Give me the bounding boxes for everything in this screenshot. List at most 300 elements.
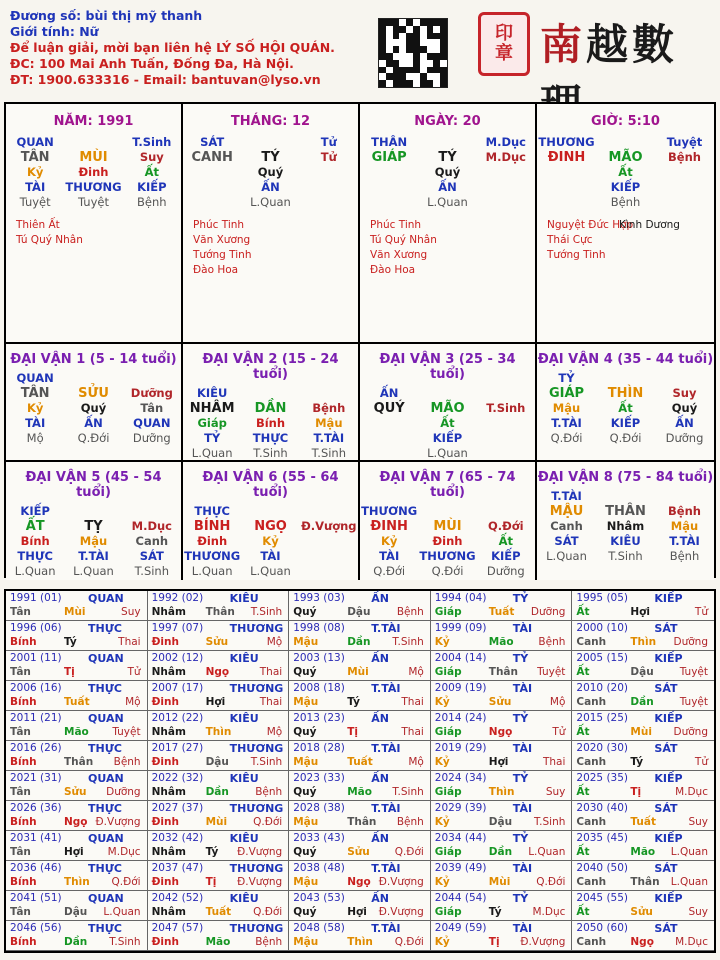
ten-god-label <box>64 371 122 386</box>
year-label: 2004 (14) <box>434 652 487 664</box>
hidden-ten-god: TÀI <box>260 549 281 563</box>
year-stem: Quý <box>293 726 317 738</box>
year-cell[interactable] <box>6 801 148 831</box>
year-cell[interactable] <box>572 621 714 651</box>
year-label: 2030 (40) <box>576 802 629 814</box>
year-cell[interactable] <box>289 801 431 831</box>
year-stage: Thai <box>118 636 141 648</box>
year-branch: Dần <box>347 636 371 648</box>
year-cell[interactable] <box>148 801 290 831</box>
year-ten-god: SÁT <box>654 622 678 635</box>
hidden-ten-god: T.TÀI <box>551 416 582 430</box>
year-ten-god: T.TÀI <box>371 862 401 875</box>
year-branch: Thìn <box>205 726 232 738</box>
year-branch: Hợi <box>630 606 650 618</box>
ten-god-label: QUAN <box>16 135 54 149</box>
year-cell[interactable] <box>6 771 148 801</box>
year-stem: Canh <box>576 756 607 768</box>
year-ten-god: THỰC <box>88 742 122 755</box>
year-cell[interactable] <box>431 591 573 621</box>
year-cell[interactable] <box>148 921 290 951</box>
life-stage: Dưỡng <box>130 386 173 400</box>
year-cell[interactable] <box>431 621 573 651</box>
year-stem: Giáp <box>434 906 462 918</box>
year-stem: Nhâm <box>151 726 186 738</box>
year-cell[interactable] <box>6 681 148 711</box>
star-list <box>183 218 358 278</box>
qr-code-icon[interactable] <box>378 18 448 88</box>
year-cell[interactable] <box>572 891 714 921</box>
year-cell[interactable] <box>289 711 431 741</box>
hidden-stem <box>477 416 535 431</box>
year-stem: Ất <box>576 606 590 618</box>
hidden-stem: Mậu <box>315 416 343 430</box>
year-cell[interactable] <box>572 771 714 801</box>
year-stage: M.Dục <box>675 936 708 948</box>
year-stem: Đinh <box>151 636 179 648</box>
year-ten-god: THƯƠNG <box>229 622 284 635</box>
year-stem: Nhâm <box>151 606 186 618</box>
star-name: Phúc Tinh <box>370 219 422 231</box>
year-branch: Mùi <box>347 666 369 678</box>
year-cell[interactable] <box>6 861 148 891</box>
year-ten-god: TÀI <box>512 862 533 875</box>
hidden-stage: Q.Đới <box>431 564 464 578</box>
year-branch: Dần <box>205 786 229 798</box>
heavenly-stem: NHÂM <box>189 401 235 416</box>
ten-god-label <box>418 135 476 150</box>
star-name: Thiên Ất <box>16 219 60 231</box>
star-list <box>6 218 181 248</box>
year-branch: Dậu <box>64 906 88 918</box>
year-branch: Dậu <box>347 606 371 618</box>
year-stage: Thai <box>401 726 424 738</box>
year-stage: Mộ <box>408 666 424 678</box>
year-cell[interactable] <box>6 741 148 771</box>
year-cell[interactable] <box>148 711 290 741</box>
year-stage: Đ.Vượng <box>378 876 424 888</box>
year-cell[interactable] <box>572 681 714 711</box>
year-ten-god: QUAN <box>88 592 124 605</box>
year-cell[interactable] <box>431 711 573 741</box>
year-branch: Thìn <box>630 636 657 648</box>
year-label: 2012 (22) <box>151 712 204 724</box>
year-branch: Tý <box>64 636 77 648</box>
hidden-stage: L.Quan <box>14 564 56 578</box>
year-label: 1996 (06) <box>10 622 62 634</box>
ten-god-label <box>596 135 655 150</box>
ten-god-label <box>300 504 358 519</box>
hidden-stem: Giáp <box>197 416 227 430</box>
heavenly-stem: ẤT <box>25 519 45 534</box>
year-cell[interactable] <box>431 921 573 951</box>
year-branch: Tị <box>347 726 358 738</box>
star-list <box>537 218 714 263</box>
year-cell[interactable] <box>572 921 714 951</box>
year-label: 2000 (10) <box>576 622 629 634</box>
year-ten-god: KIẾP <box>654 772 683 785</box>
year-cell[interactable] <box>6 591 148 621</box>
year-stem: Canh <box>576 876 607 888</box>
heavenly-stem: CANH <box>191 150 233 165</box>
life-stage: Đ.Vượng <box>301 519 357 533</box>
ten-god-label <box>655 371 714 386</box>
year-stage: Dưỡng <box>673 726 708 738</box>
year-cell[interactable] <box>6 891 148 921</box>
ten-god-label: T.TÀI <box>551 489 582 503</box>
year-cell[interactable] <box>148 591 290 621</box>
hidden-stage <box>183 195 241 210</box>
year-ten-god: TỶ <box>512 652 529 665</box>
red-seal-logo: 印 章 <box>478 12 530 76</box>
hidden-stage: Tuyệt <box>78 195 109 209</box>
year-cell[interactable] <box>289 831 431 861</box>
year-ten-god: KIẾP <box>654 652 683 665</box>
star-name: Đào Hoa <box>370 264 416 276</box>
year-cell[interactable] <box>572 591 714 621</box>
year-branch: Ngọ <box>488 726 513 738</box>
hidden-stem: Ất <box>618 401 633 415</box>
year-stage: Bệnh <box>396 816 424 828</box>
year-stem: Bính <box>10 636 37 648</box>
hidden-stem <box>537 165 596 180</box>
year-cell[interactable] <box>6 621 148 651</box>
year-label: 2002 (12) <box>151 652 204 664</box>
year-stem: Tân <box>10 786 31 798</box>
year-stem: Bính <box>10 936 37 948</box>
year-ten-god: SÁT <box>654 742 678 755</box>
year-stage: T.Sinh <box>533 816 566 828</box>
year-ten-god: TỶ <box>512 892 529 905</box>
year-stage: Tử <box>694 756 708 768</box>
year-stage: Mộ <box>549 696 566 708</box>
year-stem: Nhâm <box>151 786 186 798</box>
year-cell[interactable] <box>431 891 573 921</box>
hidden-stage: L.Quan <box>250 195 291 209</box>
year-stage: Mộ <box>125 696 141 708</box>
hidden-stem: Quý <box>80 401 107 415</box>
year-stage: L.Quan <box>103 906 141 918</box>
year-cell[interactable] <box>148 831 290 861</box>
year-cell[interactable] <box>6 831 148 861</box>
year-ten-god: KIẾP <box>654 712 683 725</box>
star-name: Kình Dương <box>619 219 680 231</box>
year-label: 2034 (44) <box>434 832 487 844</box>
year-stage: Q.Đới <box>253 816 283 828</box>
hidden-stem: Đinh <box>197 534 228 548</box>
year-stage: T.Sinh <box>250 756 283 768</box>
year-ten-god: ẤN <box>371 652 389 665</box>
year-stage: Tuyệt <box>112 726 141 738</box>
gender-value: Nữ <box>79 24 99 39</box>
year-cell[interactable] <box>289 651 431 681</box>
year-ten-god: QUAN <box>88 772 124 785</box>
year-label: 2010 (20) <box>576 682 629 694</box>
year-ten-god: KIẾP <box>654 592 683 605</box>
year-cell[interactable] <box>572 801 714 831</box>
year-cell[interactable] <box>6 711 148 741</box>
year-cell[interactable] <box>431 831 573 861</box>
year-stage: T.Sinh <box>250 606 283 618</box>
hidden-stage: Tuyệt <box>19 195 51 209</box>
year-stem: Mậu <box>293 816 319 828</box>
hidden-stage: T.Sinh <box>253 446 288 460</box>
pillar-title: NĂM: 1991 <box>53 114 134 129</box>
year-stage: Mộ <box>266 726 283 738</box>
year-cell[interactable] <box>6 651 148 681</box>
year-branch: Dậu <box>205 756 229 768</box>
year-cell[interactable] <box>572 711 714 741</box>
year-cell[interactable] <box>431 681 573 711</box>
hidden-stem: Kỷ <box>26 401 44 415</box>
year-cell[interactable] <box>148 621 290 651</box>
year-cell[interactable] <box>431 741 573 771</box>
hidden-ten-god <box>477 180 535 195</box>
hidden-ten-god: KIÊU <box>610 534 641 548</box>
hidden-ten-god: T.TÀI <box>313 431 345 445</box>
year-ten-god: T.TÀI <box>371 922 401 935</box>
ten-god-label <box>300 386 358 401</box>
year-stem: Canh <box>576 696 607 708</box>
hidden-ten-god: QUAN <box>133 416 171 430</box>
year-ten-god: ẤN <box>371 712 389 725</box>
year-label: 2011 (21) <box>10 712 62 724</box>
earthly-branch: TỴ <box>84 519 103 534</box>
year-stem: Canh <box>576 816 607 828</box>
year-stem: Mậu <box>293 696 319 708</box>
hidden-stem <box>360 165 418 180</box>
year-stage: Dưỡng <box>530 606 566 618</box>
year-stage: Thai <box>401 696 424 708</box>
year-stem: Kỷ <box>434 636 450 648</box>
pillar-cell <box>6 104 183 344</box>
year-cell[interactable] <box>572 861 714 891</box>
dai-van-cell <box>6 462 183 580</box>
year-stem: Mậu <box>293 936 319 948</box>
life-stage: Suy <box>139 150 164 164</box>
year-ten-god: QUAN <box>88 832 124 845</box>
year-label: 2037 (47) <box>151 862 204 874</box>
hidden-stem: Quý <box>257 165 284 179</box>
year-cell[interactable] <box>289 621 431 651</box>
year-stage: T.Sinh <box>392 786 424 798</box>
ten-god-label: T.Sinh <box>132 135 172 149</box>
dai-van-cell <box>183 344 360 462</box>
hidden-stage: Dưỡng <box>132 431 171 445</box>
year-ten-god: TỶ <box>512 712 529 725</box>
year-cell[interactable] <box>289 591 431 621</box>
hidden-ten-god: T.TÀI <box>669 534 700 548</box>
pillar-body <box>6 135 181 210</box>
year-cell[interactable] <box>431 651 573 681</box>
ten-god-label <box>64 135 122 150</box>
hidden-ten-god <box>360 431 418 446</box>
year-ten-god: TÀI <box>512 742 533 755</box>
year-ten-god: ẤN <box>371 592 389 605</box>
hidden-stage <box>300 564 358 579</box>
hidden-stem: Đinh <box>78 165 109 179</box>
year-label: 2021 (31) <box>10 772 62 784</box>
year-cell[interactable] <box>289 741 431 771</box>
year-branch: Tý <box>488 906 502 918</box>
gender-row <box>10 24 370 40</box>
hidden-ten-god <box>537 180 596 195</box>
year-ten-god: THƯƠNG <box>229 922 284 935</box>
hidden-stem: Canh <box>550 519 583 533</box>
year-branch: Mùi <box>205 816 228 828</box>
hidden-stage: L.Quan <box>427 446 468 460</box>
year-branch: Thìn <box>488 786 515 798</box>
hidden-ten-god: KIẾP <box>137 180 167 194</box>
year-label: 1991 (01) <box>10 592 62 604</box>
year-ten-god: TÀI <box>512 922 533 935</box>
phone-email-line[interactable]: ĐT: 1900.633316 - Email: bantuvan@lyso.vn <box>10 72 321 87</box>
year-ten-god: T.TÀI <box>371 622 401 635</box>
year-stem: Nhâm <box>151 666 186 678</box>
ten-god-label: Tuyệt <box>666 135 703 149</box>
year-stage: Mộ <box>266 636 283 648</box>
year-stem: Tân <box>10 906 31 918</box>
hidden-stage: T.Sinh <box>134 564 170 578</box>
year-cell[interactable] <box>148 741 290 771</box>
subject-name-label: Đương số: <box>10 8 86 23</box>
year-stem: Bính <box>10 816 37 828</box>
pillar-body <box>537 371 714 446</box>
year-stage: Suy <box>545 786 566 798</box>
year-stem: Bính <box>10 756 37 768</box>
pillar-cell <box>360 104 537 344</box>
earthly-branch: THÌN <box>607 386 644 401</box>
year-stage: Đ.Vượng <box>237 846 283 858</box>
year-branch: Dậu <box>630 666 654 678</box>
year-ten-god: THỰC <box>88 682 122 695</box>
year-branch: Tị <box>630 786 642 798</box>
year-label: 2049 (59) <box>434 922 487 934</box>
year-branch: Thân <box>347 816 377 828</box>
pillar-body <box>537 135 714 210</box>
year-cell[interactable] <box>431 861 573 891</box>
year-cell[interactable] <box>6 921 148 951</box>
year-branch: Sửu <box>64 786 87 798</box>
year-stage: M.Dục <box>675 786 708 798</box>
year-label: 1999 (09) <box>434 622 487 634</box>
year-label: 2020 (30) <box>576 742 629 754</box>
hidden-stem: Quý <box>671 401 698 415</box>
year-branch: Tuất <box>205 906 232 918</box>
heavenly-stem: QUÝ <box>373 401 405 416</box>
year-stage: Tử <box>694 606 708 618</box>
heavenly-stem: GIÁP <box>548 386 585 401</box>
year-label: 1992 (02) <box>151 592 204 604</box>
hidden-stage: Q.Đới <box>77 431 110 445</box>
year-label: 2046 (56) <box>10 922 62 934</box>
year-label: 2024 (34) <box>434 772 487 784</box>
address-line: ĐC: 100 Mai Anh Tuấn, Đống Đa, Hà Nội. <box>10 56 294 71</box>
year-ten-god: QUAN <box>88 652 124 665</box>
year-cell[interactable] <box>148 771 290 801</box>
year-branch: Tuất <box>630 816 656 828</box>
hidden-ten-god: THỰC <box>252 431 289 445</box>
hidden-stage: L.Quan <box>250 564 291 578</box>
year-stage: Bệnh <box>255 786 283 798</box>
hidden-ten-god: ẤN <box>84 416 103 430</box>
year-label: 2019 (29) <box>434 742 487 754</box>
year-stage: L.Quan <box>670 876 708 888</box>
year-ten-god: THỰC <box>88 922 122 935</box>
life-stage: Bệnh <box>312 401 346 415</box>
year-branch: Sửu <box>205 636 229 648</box>
hidden-ten-god <box>300 180 358 195</box>
year-stem: Quý <box>293 906 317 918</box>
year-ten-god: ẤN <box>371 832 389 845</box>
hidden-stage <box>655 195 714 210</box>
pillar-body <box>183 386 358 461</box>
hidden-ten-god <box>477 431 535 446</box>
ten-god-label <box>655 489 714 504</box>
year-cell[interactable] <box>289 921 431 951</box>
year-stage: Bệnh <box>538 636 566 648</box>
year-cell[interactable] <box>148 891 290 921</box>
star-name: Tướng Tinh <box>547 249 606 261</box>
dai-van-title: ĐẠI VẬN 8 (75 - 84 tuổi) <box>537 470 714 485</box>
year-stem: Kỷ <box>434 876 450 888</box>
year-cell[interactable] <box>289 891 431 921</box>
pillar-body <box>183 504 358 579</box>
year-stem: Kỷ <box>434 756 450 768</box>
hidden-stage: Q.Đới <box>550 431 583 445</box>
year-cell[interactable] <box>289 771 431 801</box>
year-cell[interactable] <box>431 771 573 801</box>
dai-van-cell <box>537 344 714 462</box>
dai-van-title: ĐẠI VẬN 5 (45 - 54 tuổi) <box>25 470 162 500</box>
year-ten-god: KIÊU <box>229 892 259 905</box>
year-label: 2040 (50) <box>576 862 629 874</box>
year-cell[interactable] <box>572 741 714 771</box>
year-stage: Đ.Vượng <box>520 936 566 948</box>
ten-god-label <box>123 504 181 519</box>
year-label: 2022 (32) <box>151 772 204 784</box>
hidden-stem: Ất <box>440 416 455 430</box>
year-cell[interactable] <box>431 801 573 831</box>
year-cell[interactable] <box>572 831 714 861</box>
year-ten-god: KIÊU <box>229 772 259 785</box>
year-stem: Đinh <box>151 756 179 768</box>
year-ten-god: TÀI <box>512 682 533 695</box>
year-cell[interactable] <box>148 651 290 681</box>
year-branch: Thân <box>488 666 518 678</box>
hidden-ten-god <box>655 180 714 195</box>
ten-god-label <box>241 504 299 519</box>
year-cell[interactable] <box>289 861 431 891</box>
year-ten-god: KIÊU <box>229 592 259 605</box>
hidden-stage <box>360 195 418 210</box>
year-label: 2025 (35) <box>576 772 629 784</box>
year-stem: Ất <box>576 846 590 858</box>
hidden-stem: Bính <box>20 534 50 548</box>
hidden-stage: Q.Đới <box>373 564 406 578</box>
year-label: 2047 (57) <box>151 922 204 934</box>
year-cell[interactable] <box>572 651 714 681</box>
year-cell[interactable] <box>148 861 290 891</box>
year-cell[interactable] <box>148 681 290 711</box>
hidden-stage: L.Quan <box>191 446 233 460</box>
heavenly-stem: ĐINH <box>370 519 408 534</box>
dai-van-title: ĐẠI VẬN 6 (55 - 64 tuổi) <box>202 470 339 500</box>
year-label: 2042 (52) <box>151 892 204 904</box>
hidden-stem: Mậu <box>552 401 581 415</box>
year-cell[interactable] <box>289 681 431 711</box>
hidden-stem <box>300 165 358 180</box>
